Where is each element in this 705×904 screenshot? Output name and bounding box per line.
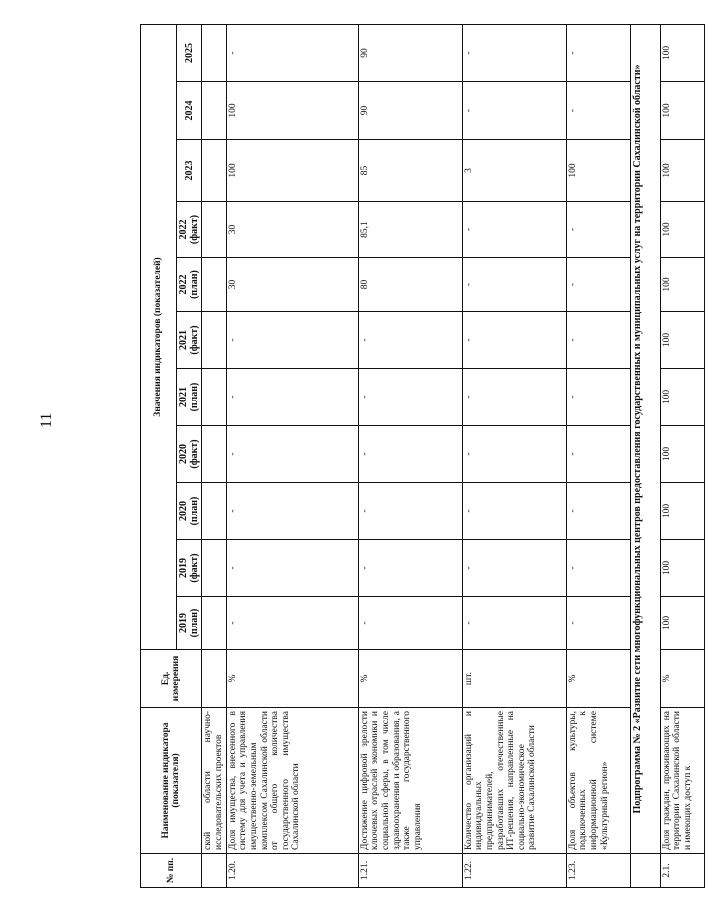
value-cell: - <box>462 483 566 540</box>
header-year: 2019 (факт) <box>177 540 202 597</box>
value-cell: 100 <box>660 24 704 81</box>
value-cell: 90 <box>358 82 462 140</box>
value-cell: - <box>462 82 566 140</box>
value-cell: - <box>226 24 358 81</box>
value-cell: 100 <box>660 140 704 202</box>
value-cell: - <box>226 483 358 540</box>
value-cell: 100 <box>660 202 704 258</box>
header-year: 2023 <box>177 140 202 202</box>
unit-cell: % <box>660 650 704 708</box>
row-number: 1.22. <box>462 854 566 888</box>
subprogram-blank-cell <box>630 854 660 888</box>
page-number: 11 <box>38 412 55 428</box>
table-row <box>660 24 704 887</box>
header-year: 2024 <box>177 82 202 140</box>
value-cell: - <box>358 597 462 650</box>
row-number: 2.1. <box>660 854 704 888</box>
header-year: 2020 (факт) <box>177 426 202 483</box>
value-cell: 30 <box>226 202 358 258</box>
header-name: Наименование индикатора (показателя) <box>141 708 202 854</box>
value-cell: - <box>566 258 630 312</box>
value-cell: - <box>226 540 358 597</box>
value-cell: - <box>358 312 462 369</box>
value-cell: - <box>462 369 566 426</box>
value-cell: 100 <box>660 312 704 369</box>
value-cell: 85,1 <box>358 202 462 258</box>
subprogram-title: Подпрограмма № 2 «Развитие сети многофункциональных центров предоставления государственных и муниципальных услуг на территории Сахалинской области» <box>630 24 660 853</box>
value-cell: 100 <box>660 426 704 483</box>
unit-cell: % <box>566 650 630 708</box>
value-cell: - <box>462 202 566 258</box>
document-page <box>140 25 693 888</box>
value-cell <box>202 540 226 597</box>
value-cell: - <box>226 597 358 650</box>
value-cell <box>202 369 226 426</box>
value-cell: 90 <box>358 24 462 81</box>
table-row <box>462 24 566 887</box>
value-cell: - <box>358 540 462 597</box>
value-cell: - <box>462 426 566 483</box>
rotated-table-wrapper <box>140 25 693 888</box>
indicator-name: Количество организаций и индивидуальных предпринимателей, разработавших отечественные ИТ-решения, направленные на социально-экономическое развитие Сахалинской области <box>462 708 566 854</box>
header-year: 2019 (план) <box>177 597 202 650</box>
value-cell <box>202 312 226 369</box>
value-cell: - <box>566 24 630 81</box>
table-body <box>202 24 704 887</box>
unit-cell: % <box>358 650 462 708</box>
value-cell: - <box>566 597 630 650</box>
header-year: 2021 (план) <box>177 369 202 426</box>
row-number: 1.20. <box>226 854 358 888</box>
value-cell: 100 <box>660 369 704 426</box>
value-cell: 3 <box>462 140 566 202</box>
value-cell: - <box>462 597 566 650</box>
row-number <box>202 854 226 888</box>
value-cell: 100 <box>660 597 704 650</box>
value-cell: - <box>566 426 630 483</box>
value-cell: - <box>358 369 462 426</box>
value-cell: 100 <box>226 140 358 202</box>
indicator-name: Доля имущества, внесенного в систему для учета и управления имущественно-земельным комплексом Сахалинской области от общего количества государственного имущества Сахалинской области <box>226 708 358 854</box>
value-cell <box>202 597 226 650</box>
value-cell: 100 <box>566 140 630 202</box>
value-cell: 80 <box>358 258 462 312</box>
row-number: 1.23. <box>566 854 630 888</box>
value-cell: - <box>462 258 566 312</box>
value-cell: - <box>566 540 630 597</box>
header-values-group: Значения индикаторов (показателей) <box>141 24 177 649</box>
value-cell: 85 <box>358 140 462 202</box>
table-row <box>202 24 226 887</box>
value-cell <box>202 483 226 540</box>
table-row <box>358 24 462 887</box>
value-cell: 100 <box>226 82 358 140</box>
value-cell: - <box>462 312 566 369</box>
value-cell: - <box>226 426 358 483</box>
subprogram-row <box>630 24 660 887</box>
value-cell: 100 <box>660 483 704 540</box>
unit-cell <box>202 650 226 708</box>
value-cell: 100 <box>660 258 704 312</box>
value-cell: - <box>226 312 358 369</box>
value-cell: - <box>462 540 566 597</box>
indicator-name: Доля объектов культуры, подключенных к информационной системе «Культурный регион» <box>566 708 630 854</box>
value-cell: - <box>226 369 358 426</box>
indicators-table <box>140 24 705 888</box>
indicator-name: ской области научно-исследовательских проектов <box>202 708 226 854</box>
value-cell: - <box>358 483 462 540</box>
value-cell: 100 <box>660 540 704 597</box>
value-cell: - <box>462 24 566 81</box>
value-cell: 30 <box>226 258 358 312</box>
header-year: 2020 (план) <box>177 483 202 540</box>
value-cell <box>202 258 226 312</box>
row-number: 1.21. <box>358 854 462 888</box>
value-cell <box>202 202 226 258</box>
value-cell: - <box>358 426 462 483</box>
header-num: № пп. <box>141 854 202 888</box>
header-year: 2022 (факт) <box>177 202 202 258</box>
unit-cell: % <box>226 650 358 708</box>
value-cell: - <box>566 369 630 426</box>
unit-cell: шт. <box>462 650 566 708</box>
value-cell: - <box>566 483 630 540</box>
header-year: 2022 (план) <box>177 258 202 312</box>
indicator-name: Доля граждан, проживающих на территории Сахалинской области и имеющих доступ к <box>660 708 704 854</box>
value-cell <box>202 24 226 81</box>
value-cell <box>202 82 226 140</box>
table-row <box>566 24 630 887</box>
value-cell: - <box>566 82 630 140</box>
value-cell: - <box>566 202 630 258</box>
indicator-name: Достижение цифровой зрелости ключевых отраслей экономики и социальной сферы, в том числе здравоохранения и образования, а также государственного управления <box>358 708 462 854</box>
table-row <box>226 24 358 887</box>
header-unit: Ед. измерения <box>141 650 202 708</box>
value-cell: 100 <box>660 82 704 140</box>
header-year: 2021 (факт) <box>177 312 202 369</box>
value-cell <box>202 426 226 483</box>
value-cell <box>202 140 226 202</box>
value-cell: - <box>566 312 630 369</box>
header-year: 2025 <box>177 24 202 81</box>
